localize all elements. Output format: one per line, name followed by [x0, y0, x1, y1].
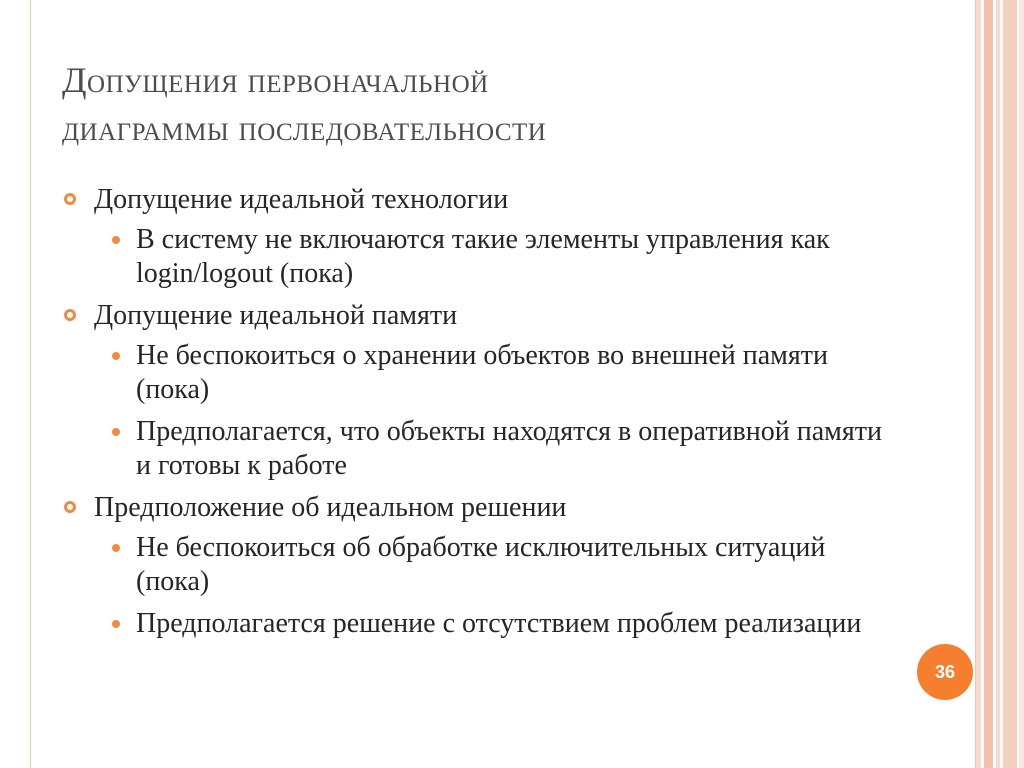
list-item — [62, 339, 902, 407]
list-item-text: Не беспокоиться о хранении объектов во внешней памяти (пока) — [136, 340, 828, 405]
section-heading — [62, 183, 902, 217]
dot-bullet-icon — [112, 352, 120, 360]
list-item-text: Предполагается, что объекты находятся в оперативной памяти и готовы к работе — [136, 416, 882, 481]
list-item — [62, 531, 902, 599]
stripe — [1003, 0, 1017, 768]
dot-bullet-icon — [112, 236, 120, 244]
list-item-text: Предполагается решение с отсутствием проблем реализации — [136, 608, 862, 639]
section-heading-text: Допущение идеальной памяти — [94, 300, 458, 331]
list-item-text: Не беспокоиться об обработке исключительных ситуаций (пока) — [136, 532, 826, 597]
dot-bullet-icon — [112, 428, 120, 436]
dot-bullet-icon — [112, 620, 120, 628]
stripe — [976, 0, 981, 768]
title-line-1: Допущения первоначальной — [62, 60, 489, 100]
dot-bullet-icon — [112, 544, 120, 552]
page-number: 36 — [934, 661, 956, 682]
list-item-text: В систему не включаются такие элементы управления как login/logout (пока) — [136, 224, 830, 289]
section-heading-text: Предположение об идеальном решении — [94, 492, 567, 523]
list-item — [62, 223, 902, 291]
page-number-badge — [917, 644, 973, 700]
stripe — [996, 0, 1000, 768]
stripe — [1019, 0, 1024, 768]
ring-bullet-icon — [64, 309, 76, 321]
ring-bullet-icon — [64, 193, 76, 205]
list-item — [62, 607, 902, 641]
stripe — [984, 0, 993, 768]
decorative-stripes — [976, 0, 1024, 768]
section-heading-text: Допущение идеальной технологии — [94, 184, 509, 215]
section-heading — [62, 491, 902, 525]
ring-bullet-icon — [64, 501, 76, 513]
list-item — [62, 415, 902, 483]
bullet-list — [62, 183, 902, 649]
slide-title — [62, 56, 922, 152]
title-line-2: диаграммы последовательности — [62, 108, 547, 148]
section-heading — [62, 299, 902, 333]
